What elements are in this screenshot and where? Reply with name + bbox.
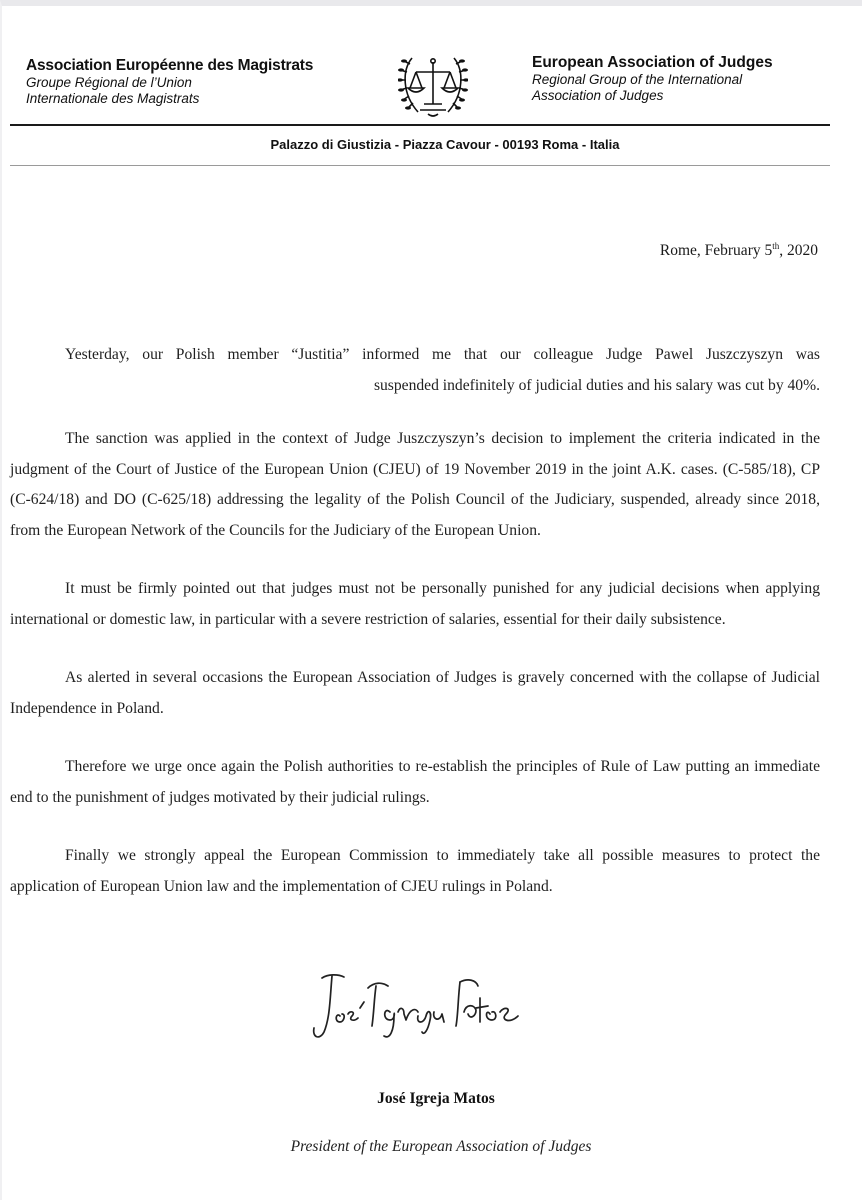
letterhead-address — [0, 137, 862, 152]
paragraph-1-line-2: suspended indefinitely of judicial duties and his salary was cut by 40%. — [373, 376, 820, 394]
letterhead-right-subtitle-2: Association of Judges — [532, 88, 664, 103]
scales-of-justice-emblem-icon — [398, 48, 468, 120]
date-year: , 2020 — [779, 242, 818, 259]
letterhead-left — [26, 57, 366, 107]
letterhead-right — [532, 54, 852, 104]
signer-role — [0, 1138, 862, 1156]
letterhead-left-org-name: Association Européenne des Magistrats — [26, 57, 314, 74]
signer-name-text: José Igreja Matos — [377, 1090, 495, 1107]
date-prefix: Rome, February 5 — [659, 242, 773, 259]
letter-body — [10, 340, 820, 930]
letterhead-left-subtitle-2: Internationale des Magistrats — [26, 91, 200, 106]
paragraph-4: As alerted in several occasions the European Association of Judges is gravely concerned with the collapse of Judicial Independence in Poland. — [10, 669, 820, 717]
signer-name — [0, 1090, 862, 1108]
signer-role-text: President of the European Association of Judges — [290, 1138, 592, 1155]
date-ordinal-suffix: th — [772, 240, 780, 251]
paragraph-1-line-1: Yesterday, our Polish member “Justitia” informed me that our colleague Judge Pawel Juszczyszyn was — [65, 346, 820, 363]
letterhead-right-subtitle-1: Regional Group of the International — [532, 72, 743, 87]
paragraph-1 — [10, 340, 820, 401]
address-divider — [10, 165, 830, 166]
paragraph-5: Therefore we urge once again the Polish authorities to re-establish the principles of Rule of Law putting an immediate end to the punishment of judges motivated by their judicial rulings. — [10, 758, 820, 806]
address-text: Palazzo di Giustizia - Piazza Cavour - 00193 Roma - Italia — [270, 137, 620, 152]
letterhead-left-subtitle-1: Groupe Régional de l’Union — [26, 75, 192, 90]
paragraph-6: Finally we strongly appeal the European Commission to immediately take all possible measures to protect the application of European Union law and the implementation of CJEU rulings in Poland. — [10, 847, 820, 895]
letterhead-right-org-name: European Association of Judges — [532, 54, 773, 71]
handwritten-signature — [300, 968, 530, 1048]
letter-date — [660, 242, 818, 260]
paragraph-2: The sanction was applied in the context of Judge Juszczyszyn’s decision to implement the criteria indicated in the judgment of the Court of Justice of the European Union (CJEU) of 19 November 2019 in the joint A.K. cases. (C-585/18), CP (C-624/18) and DO (C-625/18) addressing the legality of the Polish Council of the Judiciary, suspended, already since 2018, from the European Network of the Councils for the Judiciary of the European Union. — [10, 430, 820, 539]
paragraph-3: It must be firmly pointed out that judges must not be personally punished for any judicial decisions when applying international or domestic law, in particular with a severe restriction of salaries, essential for their daily subsistence. — [10, 580, 820, 628]
letterhead-divider — [10, 124, 830, 126]
